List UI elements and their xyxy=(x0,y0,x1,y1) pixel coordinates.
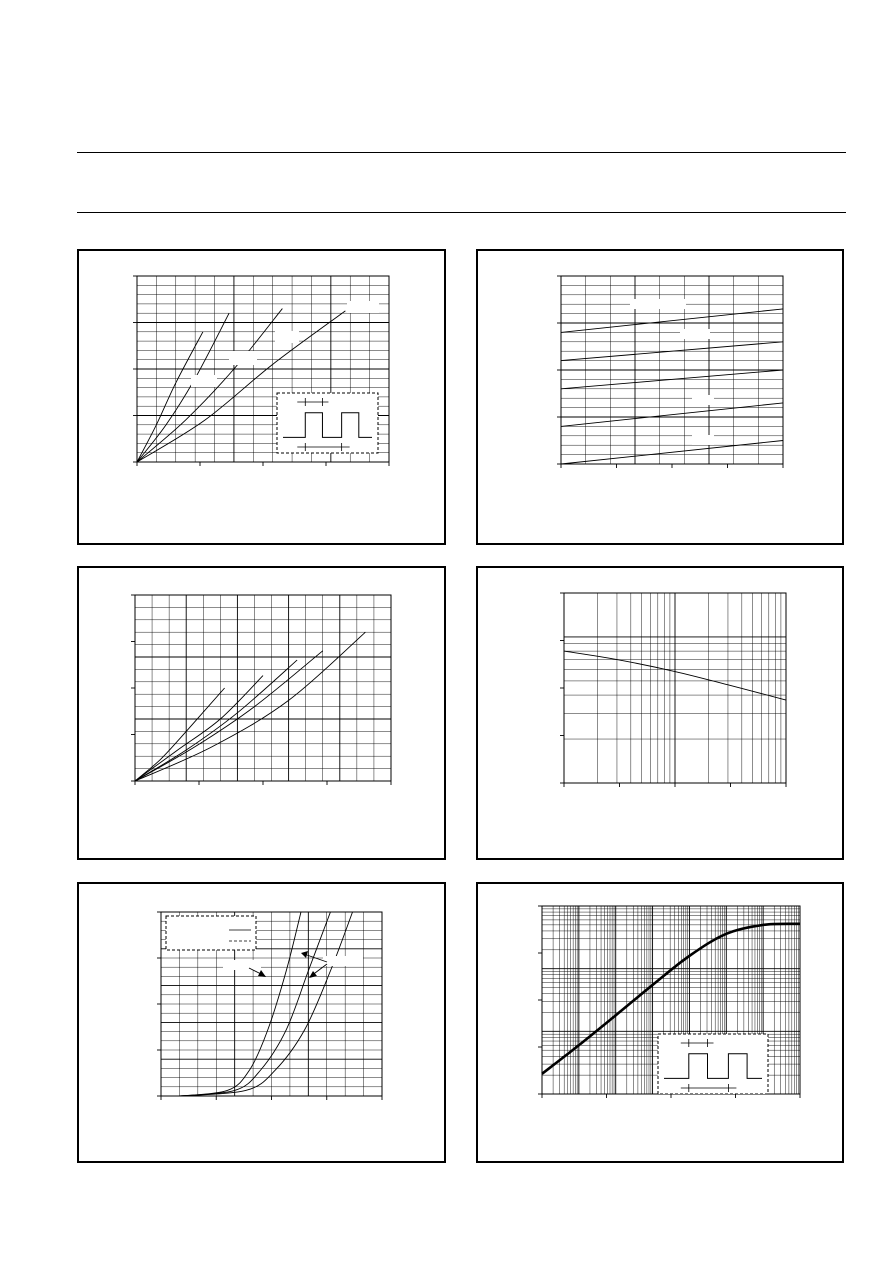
label-patch xyxy=(692,395,714,405)
pulse-inset xyxy=(277,393,378,453)
series-group xyxy=(561,309,783,464)
label-patch xyxy=(229,351,257,365)
label-patch xyxy=(223,960,261,970)
chart-fig2 xyxy=(478,251,842,543)
axis-ticks xyxy=(131,595,391,785)
series-line-4 xyxy=(135,651,323,781)
figure-panel-2 xyxy=(476,249,844,545)
figure-panel-1 xyxy=(77,249,446,545)
axis-ticks xyxy=(560,593,786,787)
figure-panel-6 xyxy=(476,882,844,1163)
label-patch xyxy=(275,331,299,343)
label-patch xyxy=(191,375,217,387)
label-patch xyxy=(680,329,710,339)
chart-fig3 xyxy=(79,568,444,858)
figure-panel-5 xyxy=(77,882,446,1163)
figure-panel-4 xyxy=(476,566,844,860)
chart-fig5 xyxy=(79,884,444,1161)
chart-fig1 xyxy=(79,251,444,543)
header-rule-bottom xyxy=(77,212,846,213)
grid xyxy=(564,593,786,783)
label-patch xyxy=(692,435,714,445)
figure-panel-3 xyxy=(77,566,446,860)
series-line-5 xyxy=(561,441,783,465)
legend-frame xyxy=(166,916,256,950)
series-line-1 xyxy=(135,688,225,781)
pulse-inset xyxy=(658,1034,768,1094)
label-patch xyxy=(347,301,379,313)
chart-fig6 xyxy=(478,884,842,1161)
legend-box xyxy=(166,916,256,950)
series-line-1 xyxy=(561,309,783,333)
chart-fig4 xyxy=(478,568,842,858)
label-patch xyxy=(630,299,686,309)
header-rule-top xyxy=(77,152,846,153)
label-patch xyxy=(323,956,363,966)
series-line-4 xyxy=(561,403,783,427)
pointer-arrowhead xyxy=(301,951,308,958)
